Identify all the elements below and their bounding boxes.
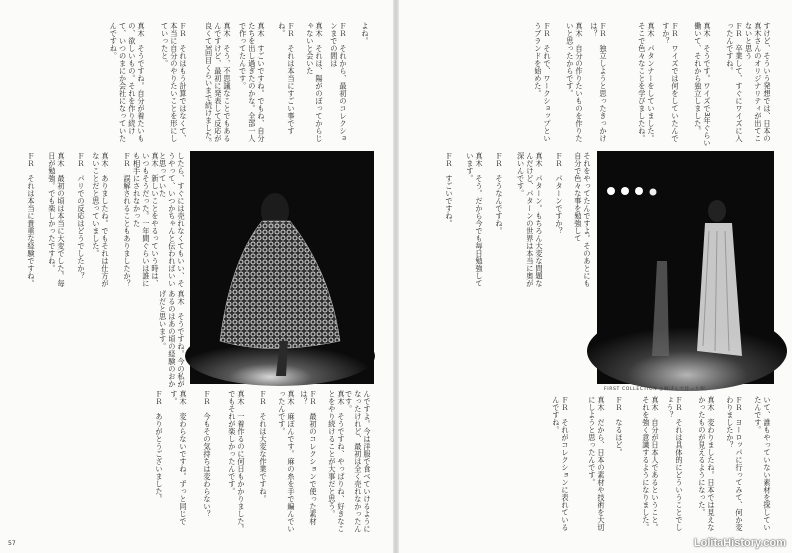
left-mid-col-2: 真木 新しいことをやるっていう時は、いつもそうだった。一年間ぐらいは誰にも相手にされなかった [132,152,160,287]
watermark: LolitaHistory.com [693,537,786,549]
left-low-col-5: ＦＲ それは大変な作業ですね。 [259,390,268,503]
right-low-col-6: ＦＲ なるほど。 [615,396,624,456]
left-low-col-7: ＦＲ 今もその気持ちは変わらない？ [203,390,212,518]
right-low-col-2: ＦＲ ヨーロッパに行ってみて、何か変わりましたか？ [725,396,744,531]
right-top-col-4: ＦＲ ワイズでは何をしていたんですか？ [661,22,680,142]
photo-caption: FIRST COLLECTION ◎麻ぽんで作った服。 [604,387,711,392]
runway-photo-right [597,151,774,384]
left-mid-col-4: 真木 ありましたね。でもそれは仕方がないことだと思っていました。 [91,152,110,287]
left-low-col-6: 真木 一着作るのに何日もかかりました。でもそれが楽しかったんです。 [227,390,246,533]
right-top-col-5: 真木 パタンナーをしていました。そこで色々なことを学びましたね。 [637,22,656,142]
spine-gutter [393,0,399,553]
left-low-col-3: ＦＲ 最初のコレクションで使った素材は？ [299,390,318,525]
left-top-col-7: ＦＲ それはもう計算ではなくて、本当に自分のやりたいことを形にしていったと。 [160,22,188,142]
left-low-col-2: 真木 そうですね、やっぱりね、好きなことをやり続けることが大事だと思う。 [327,390,346,533]
left-low-col-1: んですよ。今は洋服で食べていけるようになったけれど、最初は全く売れなかったんです。 [344,390,372,533]
right-mid-col-1: それをやってたんですよ。そのあとにも自分で色々な事を勉強して [573,152,592,287]
page-number: 57 [8,540,16,547]
left-top-col-1: よね。 [361,22,370,45]
left-top-col-2: ＦＲ それから、最初のコレクションまでの間は [329,22,348,142]
right-mid-col-2: ＦＲ パターンですか？ [555,152,564,235]
left-low-col-8: 真木 変わらないですね。ずっと同じです。 [169,390,188,525]
left-mid-col-6: 真木 最初の頃は本当に大変でした。毎日が勉強。でも楽しかったですね。 [47,152,66,287]
left-top-col-6: 真木 そう、不思議なことでもあるんですけど、最初に発表して反応が良くて3回目くらいまで続けました。 [204,22,232,147]
right-low-col-3: 真木 変わりましたね。日本では見えなかったものが見えるようになった。 [697,396,716,531]
right-top-col-1: すけど、そういう発想では、日本の真木さんのオリジナリティが出てこないと思う [744,22,772,142]
right-low-col-1: いて、誰もやっていない素材を探していたんです。 [753,396,772,531]
left-mid-col-8: 真木 そうですね。今の私があるのはあの頃の経験のおかげだと思います。 [158,290,186,388]
right-low-col-5: 真木 自分が日本人であるということ。それを強く意識するようになりました。 [641,396,660,531]
right-mid-col-3: 真木 パターン。もちろん大変な問題なんだけど、パターンの世界は本当に奥が深いんです。 [516,152,544,287]
left-low-col-9: ＦＲ ありがとうございました。 [155,390,164,503]
left-top-col-8: 真木 そうですね。自分が着たいもの、欲しいもの。それを作り続けて、いつのまにか会社になっていたんですね。 [109,22,146,142]
right-low-col-4: ＦＲ それは具体的にどういうことでしょう？ [665,396,684,531]
right-mid-col-4: ＦＲ そうなんですね。 [495,152,504,235]
left-mid-col-3: ＦＲ 誤解されることもありましたか？ [123,152,132,287]
right-mid-col-5: 真木 そう。だから今でも毎日勉強しています。 [465,152,484,287]
left-mid-col-7: ＦＲ それは本当に貴重な経験ですね。 [27,152,36,287]
right-low-col-8: ＦＲ それがコレクションに表れているんですね。 [551,396,570,531]
right-mid-col-6: ＦＲ すごいですね。 [445,152,454,227]
runway-models-image [597,151,774,384]
right-top-col-6: ＦＲ 独立しようと思ったきっかけは？ [589,22,608,142]
right-low-col-7: 真木 だから、日本の素材や技術を大切にしようと思ったんです。 [587,396,606,531]
runway-photo-left [190,151,374,384]
right-top-col-2: ＦＲ 卒業して、すぐにワイズに入ったんですね。 [725,22,744,142]
left-top-col-4: ＦＲ それは本当にすごい事ですね。 [277,22,296,135]
left-mid-col-1: したら、すぐには売れなくてもいい、そうやって、いつかちゃんと伝わればいいと思っていた [158,152,186,287]
crochet-gown-figure-image [190,151,374,384]
right-top-col-3: 真木 そうです。ワイズで3年ぐらい働いて、それから独立しました。 [693,22,712,147]
left-top-col-3: 真木 それは、陽がのぼってからじゃないと会いた [305,22,324,142]
left-mid-col-5: ＦＲ パリでの反応はどうでしたか？ [77,152,86,280]
right-top-col-7: 真木 自分の作りたいものを作りたいと思ったからです。 [565,22,584,142]
right-top-col-8: ＦＲ それで、ワークショップというブランドを始めた。 [533,22,552,142]
left-top-col-5: 真木 すごいですね。でもね、自分たちを出し過ぎたのかな。全部一人で作ってたんです。 [238,22,266,142]
left-low-col-4: 真木 麻ぽんです。麻の糸を手で編んでいったんです。 [277,390,296,533]
